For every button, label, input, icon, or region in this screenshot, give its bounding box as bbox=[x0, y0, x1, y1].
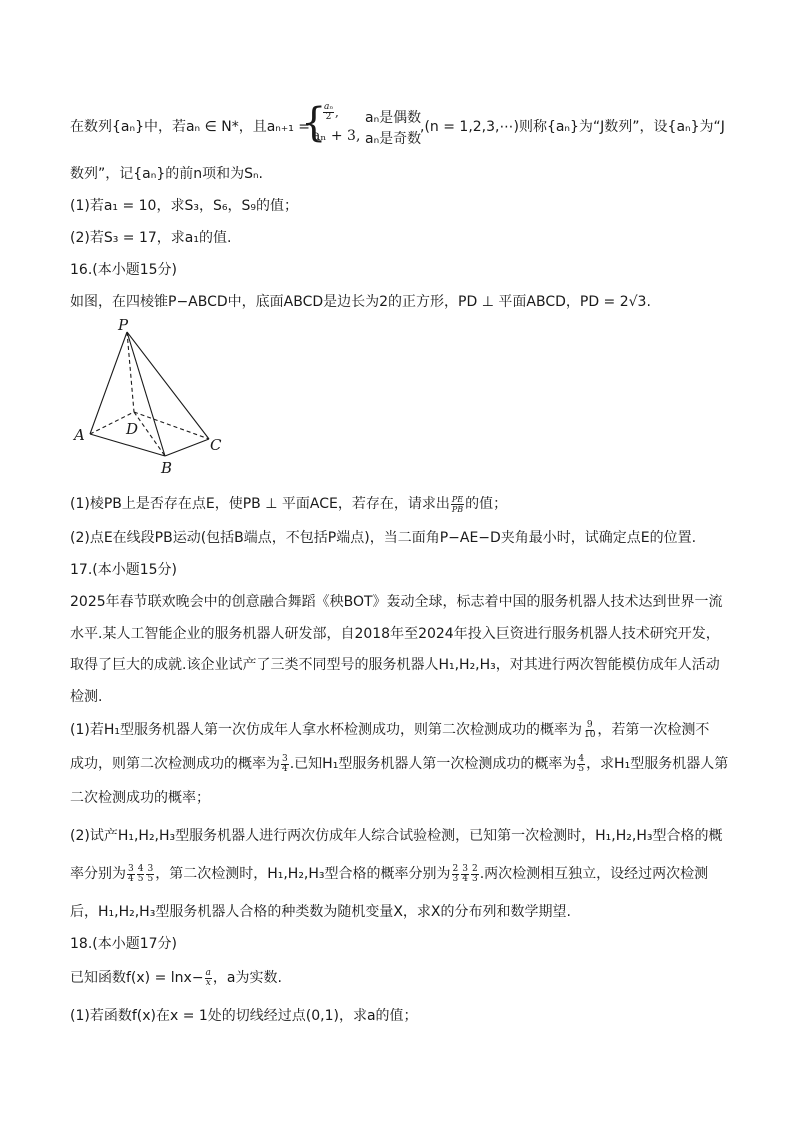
definition-suffix: ,(n = 1,2,3,⋯)则称{aₙ}为“J数列”，设{aₙ}为“J bbox=[420, 119, 725, 135]
q18-stem: 已知函数f(x) = lnx− $\frac{a}{x}$ ，a为实数. bbox=[70, 967, 282, 988]
piecewise-brace: { bbox=[301, 100, 327, 146]
q16-heading: 16.(本小题15分) bbox=[70, 262, 178, 278]
case-2-expression: aₙ + 3, bbox=[312, 128, 361, 144]
label-D: D bbox=[126, 420, 139, 438]
q17-part-1-line-1: (1)若H₁型服务机器人第一次仿成年人拿水杯检测成功，则第二次检测成功的概率为 $\frac{9}{10}$ ，若第一次检测不 bbox=[70, 719, 710, 740]
case-1-condition: aₙ是偶数 bbox=[365, 110, 422, 126]
label-C: C bbox=[210, 436, 222, 454]
definition-prefix: 在数列{aₙ}中，若aₙ ∈ N*，且aₙ₊₁ = bbox=[70, 119, 311, 135]
q17-stem-4: 检测. bbox=[70, 689, 103, 705]
q17-part-1-line-2: 成功，则第二次检测成功的概率为 $\frac{3}{4}$ .已知H₁型服务机器人第一次检测成功的概率为 $\frac{4}{5}$ ，求H₁型服务机器人第 bbox=[70, 753, 729, 774]
q17-part-2-line-2: 率分别为 $\frac{3}{4}$ $\frac{4}{5}$ $\frac{3}{5}$ ，第二次检测时，H₁,H₂,H₃型合格的概率分别为 $\frac{2}{3}$ $\frac{3}{4}$ $\frac{2}{3}$ .两次检测相互独立，设经过两次检测 bbox=[70, 863, 709, 884]
q15-part-2: (2)若S₃ = 17，求a₁的值. bbox=[70, 230, 232, 246]
pyramid-figure bbox=[70, 318, 240, 478]
q17-part-2-line-1: (2)试产H₁,H₂,H₃型服务机器人进行两次仿成年人综合试验检测，已知第一次检测时，H₁,H₂,H₃型合格的概 bbox=[70, 828, 723, 844]
edge-PA bbox=[90, 332, 127, 434]
q16-part-1: (1)棱PB上是否存在点E，使PB ⊥ 平面ACE，若存在，请求出 $\frac{PE}{PB}$ 的值； bbox=[70, 494, 508, 514]
sequence-definition-line bbox=[70, 117, 310, 137]
case-1-fraction: $\frac{\text{aₙ}}{2}$ , bbox=[324, 102, 339, 122]
q17-heading: 17.(本小题15分) bbox=[70, 562, 178, 578]
edge-DB bbox=[134, 412, 165, 456]
edge-DC bbox=[134, 412, 209, 439]
q16-stem: 如图，在四棱锥P−ABCD中，底面ABCD是边长为2的正方形，PD ⊥ 平面ABCD，PD = 2√3. bbox=[70, 294, 651, 310]
q17-part-2-line-3: 后，H₁,H₂,H₃型服务机器人合格的种类数为随机变量X，求X的分布列和数学期望. bbox=[70, 904, 571, 920]
q17-stem-1: 2025年春节联欢晚会中的创意融合舞蹈《秧BOT》轰动全球，标志着中国的服务机器人技术达到世界一流 bbox=[70, 594, 723, 610]
label-A: A bbox=[74, 426, 85, 444]
q17-stem-2: 水平.某人工智能企业的服务机器人研发部，自2018年至2024年投入巨资进行服务机器人技术研究开发， bbox=[70, 626, 720, 642]
q18-part-1: (1)若函数f(x)在x = 1处的切线经过点(0,1)，求a的值； bbox=[70, 1008, 418, 1024]
q17-stem-3: 取得了巨大的成就.该企业试产了三类不同型号的服务机器人H₁,H₂,H₃，对其进行两次智能模仿成年人活动 bbox=[70, 657, 720, 673]
case-2-condition: aₙ是奇数 bbox=[365, 131, 422, 147]
q16-part-2: (2)点E在线段PB运动(包括B端点，不包括P端点)，当二面角P−AE−D夹角最小时，试确定点E的位置. bbox=[70, 530, 697, 546]
q18-heading: 18.(本小题17分) bbox=[70, 936, 178, 952]
definition-continued: 数列”，记{aₙ}的前n项和为Sₙ. bbox=[70, 166, 264, 182]
edge-BC bbox=[165, 439, 209, 456]
label-P: P bbox=[118, 318, 129, 334]
label-B: B bbox=[161, 459, 173, 477]
q15-part-1: (1)若a₁ = 10，求S₃，S₆，S₉的值； bbox=[70, 198, 298, 214]
q17-part-1-line-3: 二次检测成功的概率； bbox=[70, 790, 210, 806]
edge-PC bbox=[127, 332, 209, 439]
